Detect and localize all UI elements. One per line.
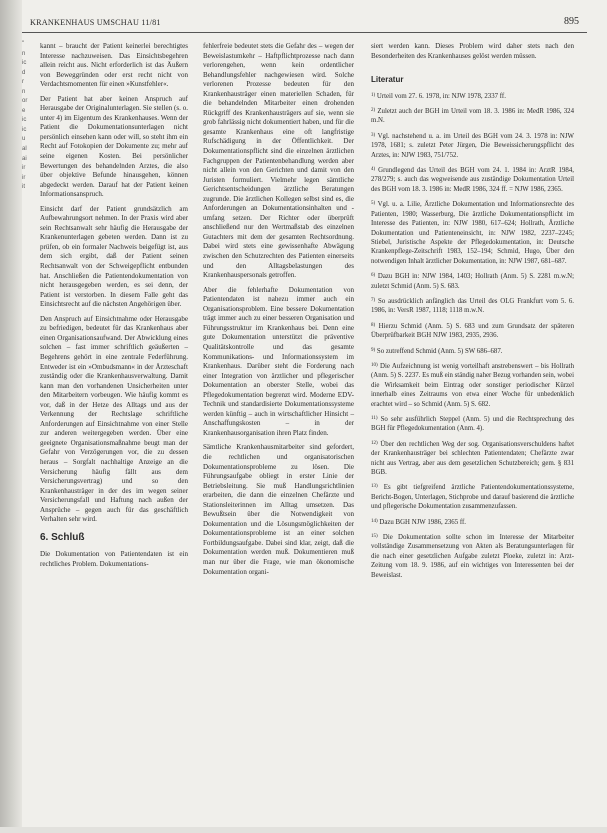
running-title: KRANKENHAUS UMSCHAU 11/81: [30, 18, 161, 27]
reference-item: $^{4)}$ Grundlegend das Urteil des BGH vom 24. 1. 1984 in: ArztR 1984, 278/279; s. auch das wegweisende aus zuständige Dokumentation Urteil des BGH vom 18. 3. 1986 in: MedR 1986, 324 ff. = NJW 1986, 2365.: [371, 167, 574, 193]
paragraph: Einsicht darf der Patient grundsätzlich am Aufbewahrungsort nehmen. In der Praxis wird aber sein Rechtsanwalt sehr häufig die Herausgabe der Krankenunterlagen gebeten werden. Dann ist zu prüfen, ob ein formaler Nachweis beigefügt ist, aus dem sich ergibt, daß der Patient seinen Rechtsanwalt von der Schweigepflicht entbunden hat. Anschließen die Patientendokumentation von nicht herausgegeben werden, es sei denn, der Patient ist verstorben. In diesem Falle geht das Einsichtsrecht auf die nächsten Angehörigen über.: [40, 204, 188, 309]
reference-list: [371, 91, 574, 580]
paragraph: Der Patient hat aber keinen Anspruch auf Herausgabe der Originalunterlagen. Sie stellen (s. o. unter 4) im Eigentum des Krankenhauses. Wenn der Patient die Dokumentationsunterlagen nicht persönlich einsehen kann oder will, so steht ihm ein Recht auf Fotokopien der Dokumente zu; mehr auf seine eigenen Kosten. Bei persönlicher Bewertungen des behandelnden Arztes, die also über objektive Befunde hinausgehen, können abgedeckt werden. Darauf hat der Patient keinen Informationsanspruch.: [40, 94, 188, 199]
left-margin-marks: '' n ic d r n or e ic ic u al ai ir ir it: [22, 41, 28, 191]
reference-item: $^{12)}$ Über den rechtlichen Weg der sog. Organisationsverschuldens haftet der Krankenhausträger bei schlechten Patientendaten; Chefärzte zwar nicht aus Vertrag, aber aus dem gesetzlichen Schutzbereich; gem. § 831 BGB.: [371, 440, 574, 477]
page-bottom-edge: [0, 827, 607, 833]
paragraph: Aber die fehlerhafte Dokumentation von Patientendaten ist nahezu immer auch ein Organisationsproblem. Eine bessere Dokumentation trägt immer auch zu einer besseren Organisation und Führungsstruktur im Krankenhaus bei. Denn eine gute Dokumentation unterstützt die präventive Qualitätskontrolle und das gesamte Kommunikations- und Informationssystem im Krankenhaus. Darüber steht die Forderung nach einer Integration von ärztlicher und pflegerischer Dokumentation an oberster Stelle, wobei das Pflegedokumentation begrenzt wird. Moderne EDV-Technik und standardisierte Dokumentationssysteme werden künftig – auch in wirtschaftlicher Hinsicht – Anschaffungskosten – in der Krankenhausorganisation ihren Platz finden.: [203, 285, 354, 437]
text-column-1: [40, 42, 188, 574]
page-number: 895: [564, 16, 579, 27]
text-column-2: [203, 42, 354, 582]
literature-heading: Literatur: [371, 75, 404, 85]
scan-binding-shadow: [0, 0, 22, 833]
running-header: [22, 16, 587, 33]
reference-item: $^{13)}$ Es gibt tiefgreifend ärztliche Patientendokumentationssysteme, Bericht-Bogen, Unterlagen, Stichprobe und darauf basierend die ärztliche und pflegerische Dokumentation zusammenzufassen.: [371, 484, 574, 511]
reference-item: $^{8)}$ Hierzu Schmid (Anm. 5) S. 683 und zum Grundsatz der späteren Überprüfbarkeit BGH NJW 1983, 2935, 2936.: [371, 322, 574, 340]
paragraph: Die Dokumentation von Patientendaten ist ein rechtliches Problem. Dokumentations-: [40, 550, 188, 568]
paragraph: fehlerfreie bedeutet stets die Gefahr des – wegen der Beweislastumkehr – Haftpflichtprozesse nach dann verlorengehen, wenn kein ordentlicher Behandlungsfehler nachgewiesen wird. Solche verlorenen Prozesse bedeuten für den Krankenhausträger einen materiellen Schaden, für die behandelnden Mitarbeiter einen drohenden Rückgriff des Krankenhausträgers auf sie, wenn sie grob fahrlässig nicht dokumentiert haben, und für die gesamte Krankenhaus eine oft langfristige Rufschädigung in der Öffentlichkeit. Der Dokumentationspflicht sind die einzelnen ärztlichen Fachgruppen der Patientenbehandlung werden aber nicht allein von den Gerichten und damit von den Juristen formuliert. Vielmehr legen sämtliche Gerichtsentscheidungen ärztliche Beratungen zugrunde. Die ärztlichen Kollegen selbst sind es, die Anforderungen an Dokumentationsinhalten und -umfang setzen. Der Richter oder überprüft anschließend nur den Wertmaßstab des einzelnen Gutachters mit dem der gesamten Rechtsordnung. Dabei wird stets eine gewissenhafte Abwägung zwischen den Schutzrechten des Patienten einerseits und den Alltagsbelastungen des Krankenhauspersonals getroffen.: [203, 42, 354, 280]
reference-item: $^{10)}$ Die Aufzeichnung ist wenig vorteilhaft anstrebenswert – bis Hollrath (Anm. 5) S. 2237. Es muß ein ständig naher Bezug vorhanden sein, wobei die Wirksamkeit beim Eintrag oder sonstiger periodischer Kürzel innerhalb eines Zeitraums von etwa einer Woche für unbedenklich erachtet wird – so Schmid (Anm. 5) S. 682.: [371, 362, 574, 408]
reference-item: $^{1)}$ Urteil vom 27. 6. 1978, in: NJW 1978, 2337 ff.: [371, 92, 506, 100]
reference-item: $^{14)}$ Dazu BGH NJW 1986, 2365 ff.: [371, 518, 467, 526]
reference-item: $^{7)}$ So ausdrücklich anfänglich das Urteil des OLG Frankfurt vom 5. 6. 1986, in: VersR 1987, 1118; 1118 m.w.N.: [371, 297, 574, 315]
reference-item: $^{5)}$ Vgl. u. a. Lilie, Ärztliche Dokumentation und Informationsrechte des Patienten, 1980; Wasserburg, Die ärztliche Dokumentationspflicht im Interesse des Patienten, in: NJW 1980, 617–624; Hollrath, Ärztliche Dokumentation und Patienteneinsicht, in: NJW 1982, 2237–2245; Stiebel, Juristische Aspekte der Pflegedokumentation, in: Deutsche Krankenpflege-Zeitschrift 1983, 152–194; Schmid, Hugo, Über den notwendigen Inhalt ärztlicher Dokumentation, in: NJW 1987, 681–687.: [371, 201, 575, 265]
paragraph: siert werden kann. Dieses Problem wird daher stets nach den Besonderheiten des Krankenhauses gelöst werden müssen.: [371, 42, 574, 60]
reference-item: $^{6)}$ Dazu BGH in: NJW 1984, 1403; Hollrath (Anm. 5) S. 2281 m.w.N; zuletzt Schmid (Anm. 5) S. 683.: [371, 273, 574, 290]
reference-item: $^{3)}$ Vgl. nachstehend u. a. im Urteil des BGH vom 24. 3. 1978 in: NJW 1978, 1681; s. zuletzt Peter Jürgen, Die Beweissicherungspflicht des Arztes, in: NJW 1983, 751/752.: [371, 132, 574, 159]
reference-item: $^{9)}$ So zutreffend Schmid (Anm. 5) SW 686–687.: [371, 347, 503, 355]
reference-item: $^{15)}$ Die Dokumentation sollte schon im Interesse der Mitarbeiter vollständige Zusammensetzung von Akten als Beratungsunterlagen für die nach einer gesetzlichen Aufgabe zuletzt Ploeke, zuletzt in: Arzt-Zeitung vom 18. 9. 1986, auf ein wichtiges von Interessenten bei der Beweislast.: [371, 534, 574, 579]
paragraph: Den Anspruch auf Einsichtnahme oder Herausgabe zu befriedigen, bedeutet für das Krankenhaus aber einen Organisationsaufwand. Der Abwicklung eines solchen – fast immer schriftlich geäußerten – Begehrens gehört in eine zentrale Federführung. Entweder ist ein »Ombudsmann« in der Ärzteschaft zuständig oder die Krankenhausverwaltung. Damit kann man den vorhandenen Unsicherheiten unter den Mitarbeitern vorbeugen. Wie häufig kommt es vor, daß in der Hetze des Alltags und aus der Verkennung der Rechtslage schriftliche Anforderungen auf Einsichtnahme von einer Stelle zur anderen weitergegeben werden. Über eine geeignete Organisationsmaßnahme beugt man der Gefahr von Verzögerungen vor, die zu dessen heraus – Sorgfalt nachhaltige Anzeige an die Versicherung häufig fällt aus dem Versicherungsvertrag) und so den Krankenhausträger in der des im wegen seiner Versicherungsfall und Haftung nach außen der Ansprüche – gegen auch für das geschäftlich Verhalten sehr wird.: [40, 314, 188, 524]
section-heading: 6. Schluß: [40, 531, 85, 543]
paragraph: Sämtliche Krankenhausmitarbeiter sind gefordert, die rechtlichen und organisatorischen Dokumentationsprobleme zu lösen. Die Führungsaufgabe obliegt in erster Linie der Betriebsleitung. Sie muß Handlungsrichtlinien erarbeiten, die dann die einzelnen Chefärzte und Stationsleiterinnen im Alltag umsetzen. Das Bewußtsein über die Notwendigkeit von Dokumentation und die Lösungsmöglichkeiten der Dokumentationsprobleme ist an einer solchen Fortbildungsaufgabe. Dabei sind klar, zeigt, daß die Dokumentation werden muß. Dokumentieren muß man nur über die Frage, wie man ökonomische Dokumentation organi-: [203, 443, 354, 576]
text-column-3: [371, 42, 574, 585]
paragraph: kannt – braucht der Patient keinerlei berechtigtes Interesse nachzuweisen. Das Einsichtsbegehren allein reicht aus. Nicht erforderlich ist das Äußern von Beweggründen oder erst recht nicht von Verdachtsmomenten für einen »Kunstfehler«.: [40, 42, 188, 89]
reference-item: $^{11)}$ So sehr ausführlich Steppel (Anm. 5) und die Rechtsprechung des BGH für Pflegedokumentation (Anm. 4).: [371, 416, 574, 433]
reference-item: $^{2)}$ Zuletzt auch der BGH im Urteil vom 18. 3. 1986 in: MedR 1986, 324 m.N.: [371, 108, 574, 125]
